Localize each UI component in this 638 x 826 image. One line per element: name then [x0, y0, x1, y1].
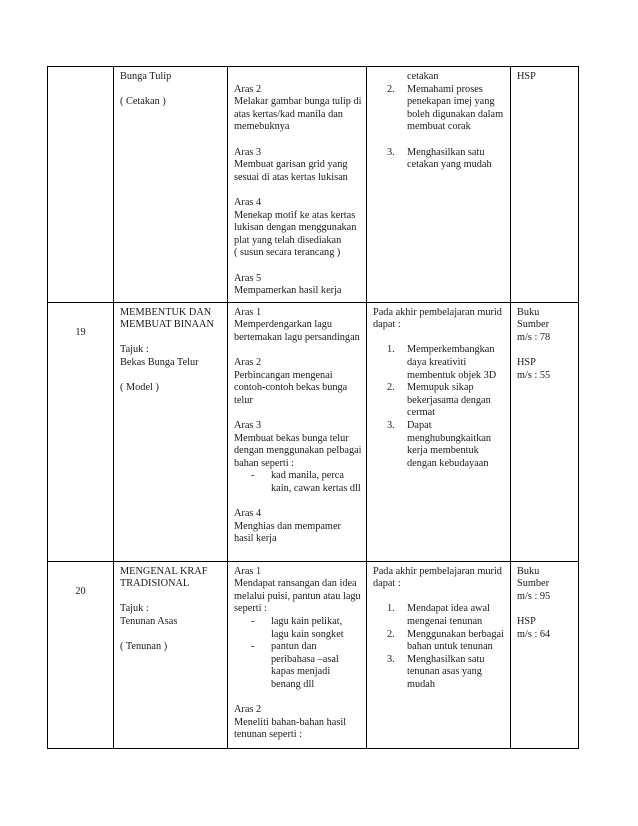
- spacer: [234, 184, 361, 197]
- outcomes-cell: [367, 561, 511, 748]
- outcome-line: Memperkembangkan: [407, 344, 495, 356]
- outcomes-cell: [367, 302, 511, 561]
- topic-cell: [114, 302, 228, 561]
- spacer: [120, 370, 222, 383]
- activity-line: Aras 1: [234, 565, 262, 577]
- dash-bullet: -: [251, 641, 255, 653]
- outcome-line: Menghasilkan satu: [407, 653, 485, 665]
- activity-line: seperti :: [234, 603, 267, 615]
- reference-line: m/s : 95: [517, 590, 551, 602]
- spacer: [373, 591, 505, 604]
- activity-line: Aras 3: [234, 420, 262, 432]
- outcome-item: [373, 629, 505, 654]
- topic-content: [114, 67, 227, 113]
- activity-line: Aras 1: [234, 306, 262, 318]
- topic-line: TRADISIONAL: [120, 578, 190, 590]
- reference-content: [511, 303, 578, 387]
- outcome-line: menghubungkaitkan: [407, 432, 492, 444]
- dash-item-line: lagu kain pelikat,: [271, 616, 343, 628]
- activity-line: Perbincangan mengenai: [234, 369, 333, 381]
- reference-line: Sumber: [517, 319, 550, 331]
- activities-content: [228, 67, 366, 302]
- topic-line: Tajuk :: [120, 344, 149, 356]
- dash-item-line: lagu kain songket: [271, 628, 344, 640]
- outcome-line: dengan kebudayaan: [407, 457, 489, 469]
- outcome-line: Dapat: [407, 420, 432, 432]
- activity-line: telur: [234, 394, 253, 406]
- reference-content: [511, 562, 578, 646]
- row-number: 19: [75, 326, 86, 338]
- topic-line: ( Cetakan ): [120, 96, 166, 108]
- activities-content: [228, 562, 366, 746]
- reference-cell: [511, 302, 579, 561]
- activities-cell: [228, 561, 367, 748]
- outcomes-cell: [367, 67, 511, 303]
- row-number: [48, 67, 113, 91]
- outcome-line: cermat: [407, 407, 436, 419]
- activity-line: bahan seperti :: [234, 457, 295, 469]
- row-number-cell: [48, 302, 114, 561]
- outcome-line: bekerjasama dengan: [407, 394, 491, 406]
- topic-line: Bekas Bunga Telur: [120, 357, 199, 369]
- activity-line: Meneliti bahan-bahan hasil: [234, 716, 347, 728]
- outcome-line: membentuk objek 3D: [407, 369, 497, 381]
- outcome-line: boleh digunakan dalam: [407, 108, 504, 120]
- spacer: [234, 71, 361, 84]
- reference-line: m/s : 78: [517, 331, 551, 343]
- activity-line: Membuat garisan grid yang: [234, 159, 348, 171]
- spacer: [234, 134, 361, 147]
- activity-line: Memperdengarkan lagu: [234, 319, 333, 331]
- outcome-item: [373, 382, 505, 420]
- outcome-item: [373, 654, 505, 692]
- reference-line: Sumber: [517, 578, 550, 590]
- outcomes-content: [367, 303, 510, 475]
- outcome-line: kerja membentuk: [407, 445, 479, 457]
- row-number: 20: [75, 585, 86, 597]
- activity-line: Menekap motif ke atas kertas: [234, 209, 356, 221]
- outcome-line: Menggunakan berbagai: [407, 628, 504, 640]
- spacer: [373, 332, 505, 345]
- reference-line: HSP: [517, 357, 536, 369]
- outcome-item: [373, 603, 505, 628]
- spacer: [120, 84, 222, 97]
- outcome-item: [373, 84, 505, 134]
- outcome-line: Mendapat idea awal: [407, 603, 490, 615]
- outcome-number: 3.: [387, 420, 395, 432]
- outcome-list: [373, 344, 505, 470]
- outcome-number: 2.: [387, 83, 395, 95]
- lesson-plan-table: [47, 66, 579, 749]
- topic-line: ( Tenunan ): [120, 641, 168, 653]
- activity-line: atas kertas/kad manila dan: [234, 108, 343, 120]
- reference-cell: [511, 67, 579, 303]
- dash-item-line: kapas menjadi: [271, 666, 331, 678]
- spacer: [517, 603, 573, 616]
- activity-line: Melakar gambar bunga tulip di: [234, 96, 362, 108]
- outcome-number: 1.: [387, 344, 395, 356]
- activities-content: [228, 303, 366, 550]
- activity-line: Aras 5: [234, 272, 262, 284]
- activities-cell: [228, 302, 367, 561]
- spacer: [234, 496, 361, 509]
- topic-line: ( Model ): [120, 382, 159, 394]
- activity-line: plat yang telah disediakan: [234, 234, 342, 246]
- spacer: [373, 134, 505, 147]
- outcomes-content: [367, 562, 510, 696]
- outcome-line: mudah: [407, 679, 436, 691]
- dash-item-line: benang dll: [271, 679, 315, 691]
- dash-item: [234, 616, 361, 641]
- outcome-line: Memahami proses: [407, 83, 483, 95]
- outcome-line: cetakan yang mudah: [407, 159, 492, 171]
- dash-item: [234, 470, 361, 495]
- outcome-intro: dapat :: [373, 578, 401, 590]
- reference-line: Buku: [517, 306, 540, 318]
- outcome-intro: dapat :: [373, 319, 401, 331]
- activity-line: memebuknya: [234, 121, 290, 133]
- activities-cell: [228, 67, 367, 303]
- outcome-number: 3.: [387, 146, 395, 158]
- activity-line: Mendapat ransangan dan idea: [234, 578, 357, 590]
- outcome-line: Memupuk sikap: [407, 382, 474, 394]
- spacer: [234, 344, 361, 357]
- row-number-cell: [48, 561, 114, 748]
- reference-content: [511, 67, 578, 88]
- activity-line: Membuat bekas bunga telur: [234, 432, 349, 444]
- outcome-line: Menghasilkan satu: [407, 146, 485, 158]
- activity-line: sesuai di atas kertas lukisan: [234, 171, 348, 183]
- topic-line: Bunga Tulip: [120, 71, 172, 82]
- topic-line: MENGENAL KRAF: [120, 565, 208, 577]
- dash-item-line: kad manila, perca: [271, 470, 344, 482]
- activity-line: tenunan seperti :: [234, 729, 303, 741]
- outcome-number: 2.: [387, 628, 395, 640]
- activity-line: Mempamerkan hasil kerja: [234, 285, 342, 297]
- dash-item-line: peribahasa –asal: [271, 653, 339, 665]
- spacer: [234, 407, 361, 420]
- topic-line: MEMBENTUK DAN: [120, 306, 212, 318]
- outcome-line: mengenai tenunan: [407, 616, 483, 628]
- dash-item-line: kain, cawan kertas dll: [271, 483, 361, 494]
- spacer: [120, 591, 222, 604]
- outcome-number: 3.: [387, 653, 395, 665]
- table-row: [48, 302, 579, 561]
- outcome-item: [373, 420, 505, 470]
- reference-line: HSP: [517, 616, 536, 628]
- outcome-line: bahan untuk tenunan: [407, 641, 493, 653]
- topic-line: Tajuk :: [120, 603, 149, 615]
- activity-line: melalui puisi, pantun atau lagu: [234, 590, 361, 602]
- reference-line: m/s : 64: [517, 628, 551, 640]
- activity-line: ( susun secara terancang ): [234, 247, 341, 259]
- activity-line: dengan menggunakan pelbagai: [234, 445, 362, 457]
- table-row: [48, 67, 579, 303]
- activity-line: contoh-contoh bekas bunga: [234, 382, 348, 394]
- outcome-item: [373, 344, 505, 382]
- reference-line: Buku: [517, 565, 540, 577]
- dash-item: [234, 641, 361, 691]
- activity-line: bertemakan lagu persandingan: [234, 331, 360, 343]
- activity-line: Aras 2: [234, 357, 262, 369]
- outcome-intro: Pada akhir pembelajaran murid: [373, 306, 502, 318]
- activity-line: lukisan dengan menggunakan: [234, 222, 357, 234]
- outcome-line: membuat corak: [407, 121, 471, 133]
- outcome-line: daya kreativiti: [407, 357, 467, 369]
- activity-line: Aras 4: [234, 508, 262, 520]
- reference-line: HSP: [517, 71, 536, 82]
- spacer: [234, 692, 361, 705]
- activity-line: Aras 2: [234, 704, 262, 716]
- spacer: [120, 629, 222, 642]
- topic-content: [114, 303, 227, 399]
- outcome-continuation: cetakan: [407, 71, 439, 82]
- spacer: [517, 344, 573, 357]
- activity-line: Aras 4: [234, 196, 262, 208]
- outcome-intro: Pada akhir pembelajaran murid: [373, 565, 502, 577]
- outcomes-content: [367, 67, 510, 176]
- spacer: [234, 260, 361, 273]
- outcome-number: 1.: [387, 603, 395, 615]
- spacer: [120, 332, 222, 345]
- reference-line: m/s : 55: [517, 369, 551, 381]
- dash-bullet: -: [251, 616, 255, 628]
- topic-cell: [114, 561, 228, 748]
- table-row: [48, 561, 579, 748]
- activity-line: Aras 2: [234, 83, 262, 95]
- dash-bullet: -: [251, 470, 255, 482]
- outcome-list: [373, 84, 505, 172]
- outcome-list: [373, 603, 505, 691]
- topic-line: Tenunan Asas: [120, 616, 178, 628]
- topic-cell: [114, 67, 228, 303]
- activity-line: Menghias dan mempamer: [234, 520, 341, 532]
- outcome-number: 2.: [387, 382, 395, 394]
- activity-line: Aras 3: [234, 146, 262, 158]
- topic-line: MEMBUAT BINAAN: [120, 319, 214, 331]
- dash-item-line: pantun dan: [271, 641, 317, 653]
- row-number-cell: [48, 67, 114, 303]
- outcome-line: tenunan asas yang: [407, 666, 482, 678]
- outcome-item: [373, 147, 505, 172]
- outcome-line: penekapan imej yang: [407, 96, 495, 108]
- topic-content: [114, 562, 227, 658]
- reference-cell: [511, 561, 579, 748]
- activity-line: hasil kerja: [234, 533, 277, 545]
